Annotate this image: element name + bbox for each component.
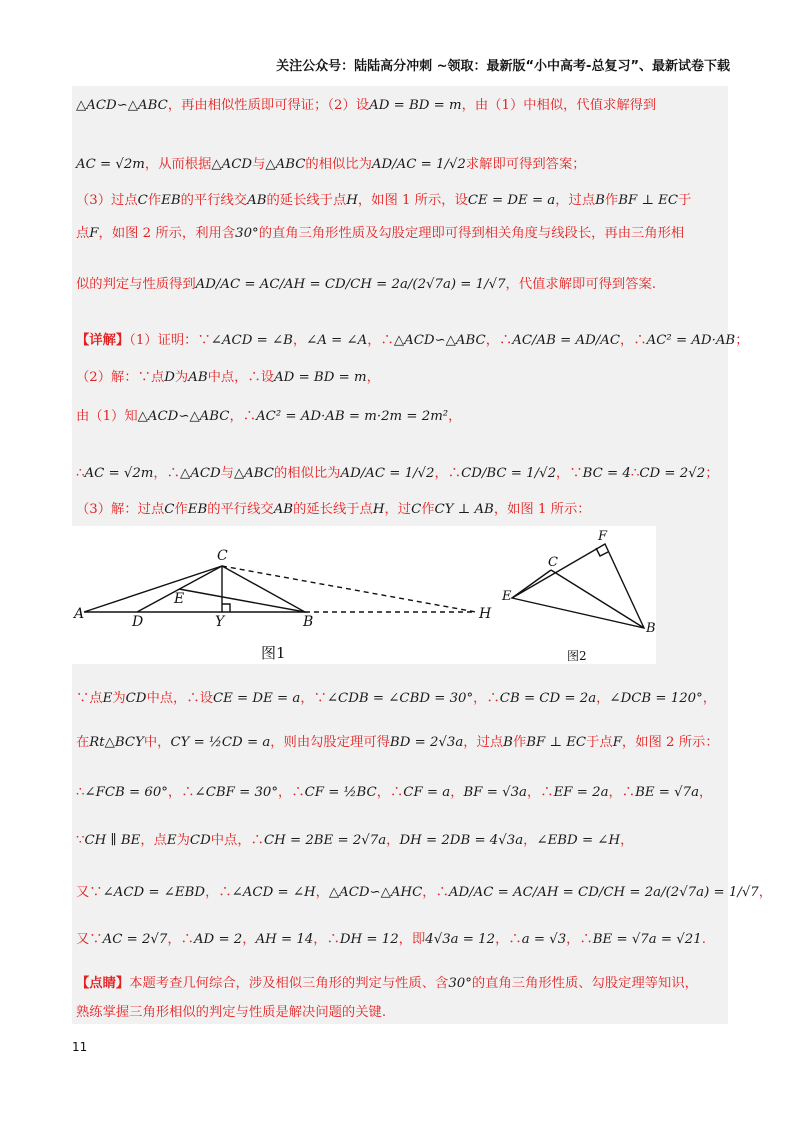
math-expression: ∠CDB = ∠CBD = 30° <box>326 691 474 706</box>
text-run: ，∴ <box>167 785 195 800</box>
text-run: 于点 <box>586 735 613 750</box>
text-run: ，过 <box>384 502 412 517</box>
math-expression: F <box>612 735 622 750</box>
math-expression: Rt△BCY <box>89 735 144 750</box>
math-expression: CE = DE = a <box>212 691 301 706</box>
math-expression: a = √3 <box>521 932 567 947</box>
text-run: 为 <box>174 370 189 385</box>
text-run: 【点睛】 <box>76 976 130 991</box>
math-expression: ∠DCB = 120° <box>609 691 703 706</box>
text-run: ，即 <box>398 932 426 947</box>
line-16 <box>76 930 726 950</box>
text-run: ∵ <box>76 833 85 848</box>
label-A: A <box>74 606 85 622</box>
text-run: 点 <box>76 226 90 241</box>
math-expression: △ACD∽△AHC <box>328 885 423 900</box>
figure-1 <box>72 548 492 662</box>
text-run: 中点，∴设 <box>207 370 275 385</box>
text-run: ，代值求解即可得到答案. <box>505 277 657 292</box>
line-6 <box>76 331 749 351</box>
math-expression: △ACD∽△ABC <box>137 409 230 424</box>
text-run: ， <box>523 833 537 848</box>
text-run: ，如图 1 所示： <box>493 502 591 517</box>
segment-EB <box>179 589 305 612</box>
math-expression: AB <box>247 193 267 208</box>
math-expression: CD/BC = 1/√2 <box>461 466 557 481</box>
label-E: E <box>174 591 185 607</box>
text-run: ， <box>620 833 634 848</box>
text-run: 的平行线交 <box>180 193 248 208</box>
text-run: ，∴ <box>566 932 593 947</box>
label-E2: E <box>502 589 512 604</box>
text-run: ，∴ <box>485 333 513 348</box>
text-run: 中， <box>143 735 171 750</box>
math-expression: ∠ACD = ∠B <box>210 333 293 348</box>
text-run: ，点 <box>140 833 167 848</box>
label-H: H <box>479 606 492 622</box>
math-expression: ∠ACD = ∠H <box>231 885 316 900</box>
math-expression: CF = ½BC <box>304 785 377 800</box>
text-run: . <box>701 932 706 947</box>
text-run: 作 <box>421 502 435 517</box>
text-run: ，则由勾股定理可得 <box>270 735 390 750</box>
text-run: （2）解：∵点 <box>76 370 165 385</box>
text-run: ，∴ <box>495 932 522 947</box>
text-run: ，∴ <box>434 466 462 481</box>
segment-CH <box>222 566 476 612</box>
text-run: ，∴ <box>278 785 305 800</box>
figure-2-caption: 图2 <box>567 649 587 663</box>
math-expression: BE = √7a = √21 <box>592 932 702 947</box>
math-expression: B <box>503 735 513 750</box>
math-expression: ∠CBF = 30° <box>194 785 279 800</box>
math-expression: AD = 2 <box>193 932 243 947</box>
label-Y: Y <box>215 614 225 630</box>
math-expression: AC = 2√7 <box>102 932 168 947</box>
text-run: 的相似比为 <box>273 466 341 481</box>
text-run: ，∴ <box>608 785 636 800</box>
text-run: 在 <box>76 735 90 750</box>
text-run: 作 <box>604 193 619 208</box>
math-expression: ∠ACD = ∠EBD <box>102 885 206 900</box>
text-run: 作 <box>147 193 162 208</box>
math-expression: CD = 2√2 <box>639 466 706 481</box>
text-run: 与 <box>220 466 234 481</box>
text-run: 为 <box>112 691 126 706</box>
math-expression: E <box>166 833 177 848</box>
text-run: 中点，∴设 <box>146 691 213 706</box>
math-expression: CH = 2BE = 2√7a <box>263 833 387 848</box>
text-run: ∵点 <box>76 691 103 706</box>
text-run: ，过点 <box>555 193 596 208</box>
math-expression: DH = 2DB = 4√3a <box>399 833 524 848</box>
text-run: ， <box>315 885 329 900</box>
line-5 <box>76 275 726 295</box>
text-run: 由（1）知 <box>76 409 138 424</box>
text-run: ，∴ <box>229 409 257 424</box>
label-C2: C <box>548 555 558 570</box>
text-run: 熟练掌握三角形相似的判定与性质是解决问题的关键. <box>76 1005 387 1020</box>
text-run: 的相似比为 <box>305 157 372 172</box>
text-run: ，∴ <box>473 691 500 706</box>
text-run: 与 <box>252 157 266 172</box>
math-expression: BD = 2√3a <box>389 735 464 750</box>
math-expression: AH = 14 <box>255 932 314 947</box>
text-run: 作 <box>512 735 527 750</box>
line-9 <box>76 464 726 484</box>
text-run: ，∴ <box>376 785 404 800</box>
text-run: ， <box>366 370 380 385</box>
math-expression: △ABC <box>233 466 274 481</box>
text-run: 的平行线交 <box>207 502 274 517</box>
text-run: ∴ <box>76 466 85 481</box>
text-run: ； <box>735 333 749 348</box>
text-run: ， <box>386 833 400 848</box>
text-run: ，∴ <box>526 785 554 800</box>
math-expression: ∠EBD = ∠H <box>536 833 621 848</box>
math-expression: C <box>137 193 148 208</box>
figure-2 <box>501 529 656 663</box>
label-B: B <box>303 614 314 630</box>
math-expression: △ACD∽△ABC <box>393 333 486 348</box>
text-run: ， <box>596 691 610 706</box>
math-expression: ∠FCB = 60° <box>84 785 168 800</box>
text-run: ， <box>702 691 717 706</box>
math-expression: AD/AC = AC/AH = CD/CH = 2a/(2√7a) = 1/√7 <box>195 277 506 292</box>
math-expression: AB <box>273 502 294 517</box>
text-run: 又∵ <box>76 932 103 947</box>
text-run: 中点，∴ <box>210 833 264 848</box>
segment-EC <box>512 570 551 598</box>
math-expression: ∠A = ∠A <box>306 333 368 348</box>
text-run: 【详解】 <box>76 333 130 348</box>
math-expression: CB = CD = 2a <box>499 691 597 706</box>
line-15 <box>76 883 773 903</box>
label-C: C <box>217 548 228 564</box>
math-expression: BF ⊥ EC <box>618 193 679 208</box>
text-run: ； <box>705 466 719 481</box>
math-expression: E <box>102 691 113 706</box>
math-expression: AC = √2m <box>76 157 145 172</box>
text-run: ，∴ <box>205 885 232 900</box>
line-17 <box>76 974 726 994</box>
text-run: ，如图 2 所示，利用含 <box>98 226 236 241</box>
text-run: ，再由相似性质即可得证；（2）设 <box>167 98 370 113</box>
figures <box>72 526 656 664</box>
math-expression: 30° <box>448 976 472 991</box>
math-expression: AD = BD = m <box>369 98 462 113</box>
text-run: ，∴ <box>367 333 394 348</box>
math-expression: △ABC <box>265 157 306 172</box>
figure-1-caption: 图1 <box>261 644 286 662</box>
math-expression: D <box>164 370 175 385</box>
math-expression: DH = 12 <box>339 932 399 947</box>
math-expression: CY = ½CD = a <box>170 735 271 750</box>
line-2 <box>76 155 726 175</box>
text-run: ，过点 <box>463 735 504 750</box>
text-run: 的直角三角形性质及勾股定理即可得到相关角度与线段长，再由三角形相 <box>258 226 685 241</box>
math-expression: CH ∥ BE <box>84 833 141 848</box>
line-12 <box>76 733 726 753</box>
text-run: ，∴ <box>167 932 194 947</box>
line-13 <box>76 783 726 803</box>
geometry-figures <box>72 526 656 664</box>
text-run: ， <box>292 333 307 348</box>
text-run: 于 <box>678 193 692 208</box>
text-run: 的延长线于点 <box>266 193 347 208</box>
triangle-ACB <box>84 566 305 612</box>
math-expression: 4√3a = 12 <box>425 932 496 947</box>
math-expression: EB <box>161 193 181 208</box>
text-run: ，∵ <box>300 691 327 706</box>
math-expression: CY ⊥ AB <box>434 502 494 517</box>
page-header: 关注公众号：陆陆高分冲刺 ~领取：最新版“小中高考-总复习”、最新试卷下载 <box>276 59 730 74</box>
text-run: ，∴ <box>313 932 340 947</box>
math-expression: CD <box>125 691 147 706</box>
text-run: ，∵ <box>556 466 583 481</box>
math-expression: CE = DE = a <box>467 193 556 208</box>
text-run: ， <box>758 885 773 900</box>
math-expression: AC² = AD·AB <box>646 333 736 348</box>
text-run: ，如图 2 所示： <box>621 735 719 750</box>
math-expression: 30° <box>235 226 259 241</box>
text-run: ，由（1）中相似，代值求解得到 <box>461 98 657 113</box>
math-expression: BE = √7a <box>635 785 700 800</box>
text-run: ，∴ <box>153 466 180 481</box>
line-10 <box>76 500 726 520</box>
line-14 <box>76 831 726 851</box>
line-18 <box>76 1003 726 1023</box>
text-run: 似的判定与性质得到 <box>76 277 196 292</box>
text-run: （1）证明：∵ <box>129 333 211 348</box>
text-run: ，∴ <box>422 885 449 900</box>
math-expression: AD/AC = 1/√2 <box>340 466 435 481</box>
page-number: 11 <box>72 1040 88 1054</box>
math-expression: F <box>89 226 99 241</box>
text-run: ，如图 1 所示，设 <box>357 193 468 208</box>
math-expression: BF ⊥ EC <box>526 735 587 750</box>
text-run: ∴ <box>76 785 85 800</box>
label-B2: B <box>646 621 656 636</box>
math-expression: △ACD <box>179 466 221 481</box>
text-run: ， <box>242 932 256 947</box>
text-run: 求解即可得到答案； <box>465 157 586 172</box>
right-angle-mark <box>222 604 230 612</box>
line-11 <box>76 689 726 709</box>
math-expression: AB <box>188 370 208 385</box>
math-expression: △ACD∽△ABC <box>76 98 168 113</box>
text-run: ，从而根据 <box>144 157 212 172</box>
text-run: 的直角三角形性质、勾股定理等知识， <box>471 976 698 991</box>
math-expression: AC = √2m <box>84 466 154 481</box>
math-expression: AC² = AD·AB = m·2m = 2m² <box>256 409 449 424</box>
math-expression: H <box>372 502 385 517</box>
text-run: ， <box>699 785 713 800</box>
math-expression: C <box>411 502 422 517</box>
text-run: 为 <box>176 833 190 848</box>
text-run: 又∵ <box>76 885 103 900</box>
line-1 <box>76 96 726 116</box>
math-expression: H <box>346 193 358 208</box>
text-run: 的延长线于点 <box>293 502 373 517</box>
label-F2: F <box>598 529 608 544</box>
math-expression: B <box>595 193 605 208</box>
line-3 <box>76 191 726 211</box>
math-expression: CD <box>189 833 211 848</box>
text-run: （3）解：过点 <box>76 502 165 517</box>
text-run: ， <box>450 785 464 800</box>
math-expression: C <box>164 502 175 517</box>
text-run: ∴ <box>630 466 640 481</box>
math-expression: AC/AB = AD/AC <box>512 333 621 348</box>
text-run: 作 <box>174 502 188 517</box>
label-D: D <box>132 614 144 630</box>
math-expression: BC = 4 <box>582 466 631 481</box>
line-4 <box>76 224 726 244</box>
text-run: （3）过点 <box>76 193 138 208</box>
math-expression: △ACD <box>211 157 253 172</box>
math-expression: CF = a <box>403 785 451 800</box>
math-expression: AD/AC = AC/AH = CD/CH = 2a/(2√7a) = 1/√7 <box>448 885 759 900</box>
text-run: ， <box>448 409 462 424</box>
line-8 <box>76 407 726 427</box>
math-expression: EF = 2a <box>553 785 609 800</box>
text-run: 本题考查几何综合，涉及相似三角形的判定与性质、含 <box>129 976 449 991</box>
right-angle-mark-F <box>596 548 608 556</box>
math-expression: EB <box>187 502 208 517</box>
math-expression: BF = √3a <box>463 785 527 800</box>
line-7 <box>76 368 726 388</box>
math-expression: AD/AC = 1/√2 <box>371 157 466 172</box>
math-expression: AD = BD = m <box>274 370 367 385</box>
text-run: ，∴ <box>620 333 647 348</box>
